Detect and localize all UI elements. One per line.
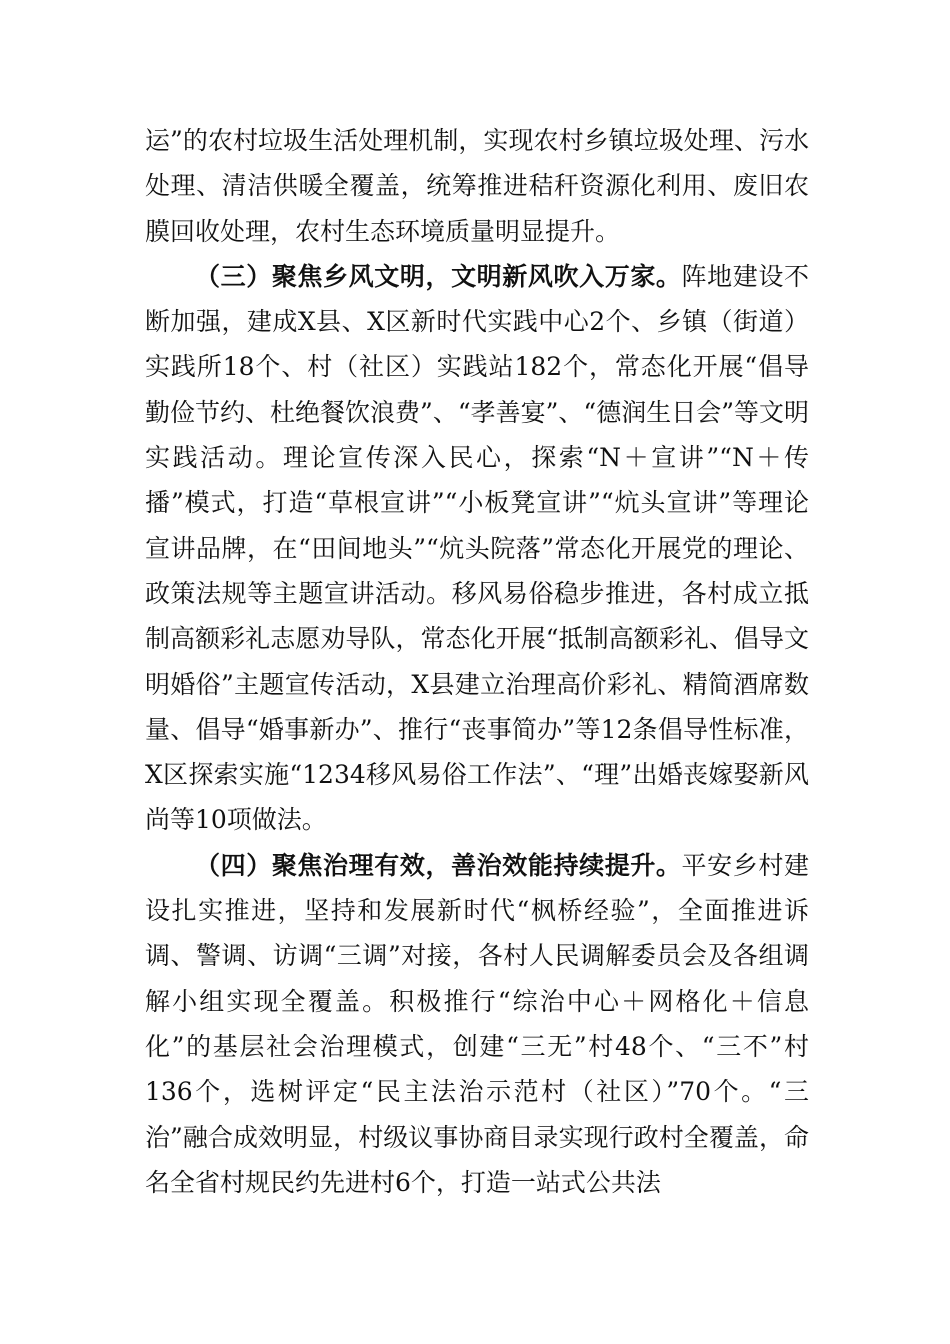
paragraph-text: 平安乡村建设扎实推进，坚持和发展新时代“枫桥经验”，全面推进诉调、警调、访调“三调”对接，各村人民调解委员会及各组调解小组实现全覆盖。积极推行“综治中心＋网格化＋信息化”的基层社会治理模式，创建“三无”村48个、“三不”村136个，选树评定“民主法治示范村（社区）”70个。“三治”融合成效明显，村级议事协商目录实现行政村全覆盖，命名全省村规民约先进村6个，打造一站式公共法 — [145, 850, 809, 1197]
paragraph-text: 阵地建设不断加强，建成X县、X区新时代实践中心2个、乡镇（街道）实践所18个、村（社区）实践站182个，常态化开展“倡导勤俭节约、杜绝餐饮浪费”、“孝善宴”、“德润生日会”等文明实践活动。理论宣传深入民心，探索“N＋宣讲”“N＋传播”模式，打造“草根宣讲”“小板凳宣讲”“炕头宣讲”等理论宣讲品牌，在“田间地头”“炕头院落”常态化开展党的理论、政策法规等主题宣讲活动。移风易俗稳步推进，各村成立抵制高额彩礼志愿劝导队，常态化开展“抵制高额彩礼、倡导文明婚俗”主题宣传活动，X县建立治理高价彩礼、精简酒席数量、倡导“婚事新办”、推行“丧事简办”等12条倡导性标准，X区探索实施“1234移风易俗工作法”、“理”出婚丧嫁娶新风尚等10项做法。 — [145, 261, 809, 835]
section-heading-3: （三）聚焦乡风文明，文明新风吹入万家。 — [195, 261, 682, 291]
paragraph-text: 运”的农村垃圾生活处理机制，实现农村乡镇垃圾处理、污水处理、清洁供暖全覆盖，统筹推进秸秆资源化利用、废旧农膜回收处理，农村生态环境质量明显提升。 — [145, 126, 809, 246]
paragraph-effective-governance — [145, 843, 809, 1205]
paragraph-rural-environment — [145, 118, 809, 254]
section-heading-4: （四）聚焦治理有效，善治效能持续提升。 — [195, 850, 682, 880]
document-body — [145, 118, 809, 1205]
paragraph-rural-civility — [145, 254, 809, 843]
